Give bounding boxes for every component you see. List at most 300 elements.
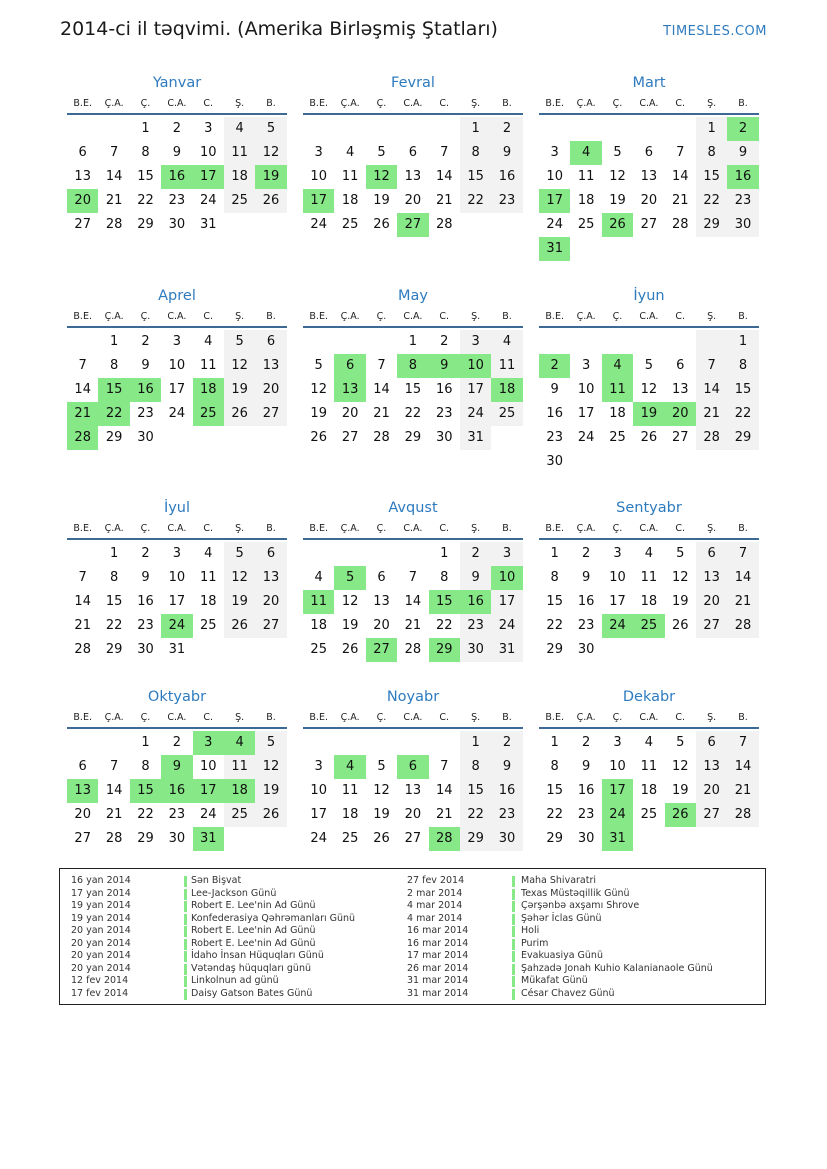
- day-cell: 18: [341, 807, 359, 822]
- day-cell: 9: [581, 759, 591, 774]
- empty-day-cell: [539, 117, 570, 141]
- holiday-day-cell: 4: [602, 354, 633, 378]
- empty-day-cell: [602, 117, 633, 141]
- holiday-marker: [184, 951, 187, 962]
- empty-day-cell: [491, 426, 522, 450]
- month-name: Sentyabr: [616, 500, 682, 516]
- weekday-header: [539, 94, 759, 115]
- day-cell: 22: [460, 803, 491, 827]
- day-grid: [67, 330, 287, 450]
- empty-day-cell: [67, 542, 98, 566]
- holiday-day-cell: 20: [67, 189, 98, 213]
- weekday-label: C.A.: [167, 311, 187, 322]
- day-cell: 6: [255, 330, 286, 354]
- empty-day-cell: [161, 426, 192, 450]
- weekday-label: C.: [203, 98, 214, 109]
- legend-holiday-name: Purim: [521, 937, 549, 949]
- day-cell: 1: [141, 735, 150, 750]
- day-cell: 20: [74, 807, 91, 822]
- day-cell: 13: [255, 566, 286, 590]
- day-cell: 1: [550, 546, 559, 561]
- legend-holiday-name: Holi: [521, 925, 540, 936]
- weekday-label: B.E.: [309, 311, 328, 322]
- empty-day-cell: [224, 638, 255, 662]
- weekday-label: C.A.: [403, 98, 423, 109]
- weekday-label: Ç.A.: [340, 523, 360, 534]
- legend-date: 4 mar 2014: [407, 900, 463, 911]
- day-cell: 21: [435, 193, 453, 208]
- day-cell: 4: [644, 546, 653, 561]
- weekday-label: B.E.: [73, 98, 92, 109]
- weekday-label: B.: [502, 712, 512, 723]
- day-cell: 7: [408, 570, 417, 585]
- day-cell: 7: [78, 570, 87, 585]
- day-cell: 3: [491, 542, 522, 566]
- day-cell: 11: [224, 755, 255, 779]
- day-cell: 31: [491, 638, 522, 662]
- day-cell: 11: [199, 570, 217, 585]
- day-cell: 2: [172, 121, 181, 136]
- empty-day-cell: [633, 330, 664, 354]
- day-cell: 23: [460, 614, 491, 638]
- empty-day-cell: [429, 117, 460, 141]
- day-cell: 7: [78, 358, 87, 373]
- empty-day-cell: [665, 450, 696, 474]
- legend-holiday-name: Linkolnun ad günü: [191, 975, 279, 986]
- holiday-day-cell: 6: [334, 354, 365, 378]
- day-cell: 19: [373, 807, 390, 822]
- day-cell: 25: [640, 807, 658, 822]
- month-calendar: [539, 72, 759, 261]
- holiday-day-cell: 13: [67, 779, 98, 803]
- legend-date: 20 yan 2014: [71, 925, 131, 936]
- brand-logo[interactable]: TIMESLES.COM: [663, 24, 767, 39]
- holiday-day-cell: 13: [334, 378, 365, 402]
- day-cell: 20: [255, 378, 286, 402]
- day-cell: 11: [640, 759, 658, 774]
- day-cell: 20: [696, 590, 727, 614]
- day-cell: 19: [310, 406, 327, 421]
- day-cell: 19: [671, 783, 689, 798]
- holiday-day-cell: 16: [130, 378, 161, 402]
- weekday-header: [303, 708, 523, 729]
- day-cell: 17: [577, 406, 595, 421]
- day-cell: 12: [640, 382, 658, 397]
- legend-date: 2 mar 2014: [407, 887, 463, 899]
- day-cell: 5: [377, 145, 386, 160]
- legend-holiday-name: Daisy Gatson Bates Günü: [191, 987, 313, 999]
- empty-day-cell: [633, 827, 664, 851]
- day-cell: 28: [671, 217, 689, 232]
- day-cell: 27: [696, 614, 727, 638]
- legend-date: 19 yan 2014: [71, 900, 131, 911]
- empty-day-cell: [727, 237, 758, 261]
- month-calendar: [303, 285, 523, 450]
- legend-holiday-name: Lee-Jackson Günü: [191, 887, 277, 899]
- day-cell: 16: [577, 594, 595, 609]
- day-cell: 17: [609, 594, 626, 609]
- empty-day-cell: [255, 213, 286, 237]
- day-cell: 1: [727, 330, 758, 354]
- day-cell: 7: [109, 759, 119, 774]
- empty-day-cell: [397, 731, 428, 755]
- day-cell: 25: [577, 217, 595, 232]
- day-cell: 6: [78, 145, 87, 160]
- holiday-day-cell: 31: [539, 237, 570, 261]
- day-cell: 23: [168, 807, 186, 822]
- weekday-header: [539, 307, 759, 328]
- holiday-legend: [59, 868, 766, 1005]
- day-cell: 3: [613, 735, 622, 750]
- page-title: 2014-ci il təqvimi. (Amerika Birləşmiş Ştatları): [60, 18, 498, 40]
- weekday-label: C.: [675, 311, 686, 322]
- holiday-day-cell: 17: [303, 189, 334, 213]
- day-cell: 19: [671, 594, 689, 609]
- day-cell: 13: [671, 382, 689, 397]
- month-calendar: [67, 72, 287, 237]
- day-cell: 17: [491, 590, 522, 614]
- day-cell: 3: [613, 546, 622, 561]
- day-cell: 30: [577, 831, 595, 846]
- weekday-label: B.: [502, 311, 512, 322]
- day-cell: 8: [109, 570, 119, 585]
- day-cell: 9: [460, 566, 491, 590]
- day-cell: 10: [577, 382, 595, 397]
- empty-day-cell: [255, 638, 286, 662]
- day-cell: 12: [255, 755, 286, 779]
- month-calendar: [303, 497, 523, 662]
- holiday-day-cell: 25: [633, 614, 664, 638]
- weekday-label: Ç.: [376, 712, 387, 723]
- day-cell: 26: [255, 803, 286, 827]
- day-cell: 22: [546, 618, 563, 633]
- day-cell: 9: [550, 382, 559, 397]
- day-cell: 9: [727, 141, 758, 165]
- legend-date: 31 mar 2014: [407, 975, 469, 986]
- weekday-label: Ç.A.: [104, 712, 124, 723]
- day-cell: 8: [109, 358, 119, 373]
- empty-day-cell: [429, 731, 460, 755]
- day-cell: 9: [491, 755, 522, 779]
- day-cell: 20: [341, 406, 359, 421]
- day-cell: 19: [224, 378, 255, 402]
- month-name: May: [398, 288, 428, 304]
- month-calendar: [539, 285, 759, 474]
- weekday-label: B.: [502, 98, 512, 109]
- weekday-label: Ç.A.: [104, 311, 124, 322]
- weekday-label: C.A.: [639, 523, 659, 534]
- day-cell: 12: [671, 570, 689, 585]
- day-cell: 3: [314, 759, 323, 774]
- empty-day-cell: [366, 117, 397, 141]
- day-cell: 21: [696, 402, 727, 426]
- day-cell: 21: [105, 193, 123, 208]
- day-cell: 23: [577, 807, 595, 822]
- empty-day-cell: [570, 330, 601, 354]
- holiday-marker: [184, 939, 187, 950]
- day-cell: 11: [199, 358, 217, 373]
- day-cell: 25: [199, 618, 217, 633]
- day-cell: 14: [105, 783, 123, 798]
- holiday-day-cell: 22: [98, 402, 129, 426]
- holiday-day-cell: 24: [602, 614, 633, 638]
- legend-holiday-name: Texas Müstəqillik Günü: [521, 887, 630, 899]
- empty-day-cell: [696, 330, 727, 354]
- month-calendar: [539, 686, 759, 851]
- holiday-day-cell: 11: [303, 590, 334, 614]
- weekday-label: Ç.A.: [340, 712, 360, 723]
- day-cell: 14: [105, 169, 123, 184]
- day-cell: 5: [314, 358, 323, 373]
- day-cell: 4: [345, 145, 355, 160]
- legend-date: 31 mar 2014: [407, 987, 469, 999]
- day-cell: 23: [577, 618, 595, 633]
- holiday-day-cell: 18: [193, 378, 224, 402]
- weekday-label: B.E.: [309, 98, 328, 109]
- day-cell: 26: [671, 618, 689, 633]
- day-cell: 4: [491, 330, 522, 354]
- day-cell: 7: [440, 759, 449, 774]
- empty-day-cell: [255, 426, 286, 450]
- holiday-day-cell: 19: [633, 402, 664, 426]
- legend-holiday-name: Çərşənbə axşamı Shrove: [521, 900, 640, 911]
- day-cell: 2: [141, 546, 150, 561]
- legend-holiday-name: Şəhər İclas Günü: [521, 912, 602, 924]
- day-cell: 24: [199, 193, 217, 208]
- day-cell: 14: [671, 169, 689, 184]
- day-cell: 25: [609, 430, 626, 445]
- day-cell: 12: [310, 382, 327, 397]
- empty-day-cell: [303, 731, 334, 755]
- day-cell: 8: [550, 570, 559, 585]
- weekday-label: C.: [675, 712, 686, 723]
- holiday-marker: [184, 989, 187, 1000]
- empty-day-cell: [665, 827, 696, 851]
- day-cell: 5: [224, 542, 255, 566]
- holiday-day-cell: 4: [224, 731, 255, 755]
- day-cell: 10: [546, 169, 563, 184]
- holiday-day-cell: 15: [429, 590, 460, 614]
- holiday-day-cell: 28: [67, 426, 98, 450]
- day-cell: 10: [168, 358, 186, 373]
- day-cell: 5: [676, 735, 685, 750]
- day-cell: 26: [373, 831, 390, 846]
- day-cell: 27: [404, 831, 422, 846]
- day-cell: 21: [671, 193, 689, 208]
- day-cell: 15: [137, 169, 154, 184]
- weekday-header: [303, 519, 523, 540]
- day-cell: 25: [224, 803, 255, 827]
- day-grid: [67, 731, 287, 851]
- weekday-label: Ş.: [235, 712, 245, 723]
- day-grid: [539, 117, 759, 261]
- legend-holiday-name: Evakuasiya Günü: [521, 950, 603, 961]
- day-cell: 13: [74, 169, 91, 184]
- day-cell: 18: [640, 783, 658, 798]
- day-cell: 30: [491, 827, 522, 851]
- day-cell: 18: [310, 618, 327, 633]
- day-cell: 3: [460, 330, 491, 354]
- weekday-label: Ç.: [140, 311, 151, 322]
- day-cell: 23: [727, 189, 758, 213]
- day-cell: 26: [310, 430, 327, 445]
- holiday-day-cell: 29: [429, 638, 460, 662]
- day-cell: 30: [577, 642, 595, 657]
- holiday-day-cell: 2: [727, 117, 758, 141]
- day-cell: 7: [727, 542, 758, 566]
- weekday-label: Ç.: [376, 98, 387, 109]
- legend-date: 17 fev 2014: [71, 987, 129, 999]
- day-cell: 11: [341, 169, 359, 184]
- day-cell: 7: [440, 145, 449, 160]
- legend-holiday-name: Sən Bişvat: [191, 875, 242, 886]
- day-cell: 17: [310, 807, 327, 822]
- legend-date: 16 yan 2014: [71, 875, 131, 886]
- empty-day-cell: [727, 450, 758, 474]
- day-cell: 24: [577, 430, 595, 445]
- day-cell: 7: [696, 354, 727, 378]
- day-cell: 13: [255, 354, 286, 378]
- day-cell: 2: [581, 546, 591, 561]
- day-cell: 20: [640, 193, 658, 208]
- empty-day-cell: [334, 731, 365, 755]
- day-cell: 18: [199, 594, 217, 609]
- legend-holiday-name: Robert E. Lee'nin Ad Günü: [191, 925, 316, 936]
- month-calendar: [67, 497, 287, 662]
- weekday-label: C.A.: [639, 98, 659, 109]
- day-cell: 13: [404, 169, 422, 184]
- day-cell: 1: [141, 121, 150, 136]
- weekday-label: B.: [738, 98, 748, 109]
- legend-holiday-name: Şahzadə Jonah Kuhio Kalanianaole Günü: [521, 962, 713, 974]
- holiday-day-cell: 8: [397, 354, 428, 378]
- day-cell: 4: [224, 117, 255, 141]
- day-cell: 12: [224, 354, 255, 378]
- weekday-label: B.: [738, 712, 748, 723]
- empty-day-cell: [224, 426, 255, 450]
- day-cell: 17: [168, 382, 186, 397]
- day-cell: 21: [727, 590, 758, 614]
- day-cell: 8: [141, 145, 150, 160]
- day-cell: 29: [696, 213, 727, 237]
- weekday-label: C.A.: [403, 311, 423, 322]
- holiday-day-cell: 15: [98, 378, 129, 402]
- holiday-day-cell: 16: [161, 779, 192, 803]
- day-cell: 10: [199, 145, 217, 160]
- day-cell: 2: [460, 542, 491, 566]
- day-cell: 8: [550, 759, 559, 774]
- day-cell: 28: [74, 642, 91, 657]
- empty-day-cell: [193, 426, 224, 450]
- day-grid: [539, 542, 759, 662]
- day-cell: 7: [727, 731, 758, 755]
- day-cell: 16: [491, 779, 522, 803]
- weekday-label: Ç.: [376, 311, 387, 322]
- day-cell: 3: [204, 121, 213, 136]
- day-cell: 1: [460, 731, 491, 755]
- day-cell: 10: [310, 169, 327, 184]
- weekday-label: C.: [439, 311, 450, 322]
- day-cell: 28: [727, 803, 758, 827]
- empty-day-cell: [491, 213, 522, 237]
- holiday-day-cell: 24: [161, 614, 192, 638]
- month-calendar: [303, 72, 523, 237]
- empty-day-cell: [334, 542, 365, 566]
- day-cell: 20: [404, 193, 422, 208]
- weekday-label: B.: [738, 523, 748, 534]
- day-cell: 2: [491, 117, 522, 141]
- empty-day-cell: [696, 237, 727, 261]
- empty-day-cell: [633, 117, 664, 141]
- weekday-label: B.E.: [73, 712, 92, 723]
- weekday-header: [67, 307, 287, 328]
- empty-day-cell: [366, 330, 397, 354]
- weekday-header: [67, 94, 287, 115]
- day-cell: 19: [224, 590, 255, 614]
- day-cell: 18: [640, 594, 658, 609]
- month-name: İyun: [633, 288, 665, 304]
- month-name: Aprel: [158, 288, 196, 304]
- holiday-day-cell: 16: [460, 590, 491, 614]
- day-cell: 10: [609, 570, 626, 585]
- legend-date: 20 yan 2014: [71, 962, 131, 974]
- day-cell: 30: [137, 430, 154, 445]
- month-name: Mart: [632, 75, 666, 91]
- day-cell: 29: [546, 642, 563, 657]
- day-cell: 22: [404, 406, 422, 421]
- day-cell: 13: [640, 169, 658, 184]
- day-cell: 23: [546, 430, 563, 445]
- holiday-marker: [184, 964, 187, 975]
- day-grid: [303, 542, 523, 662]
- day-cell: 23: [137, 406, 154, 421]
- empty-day-cell: [633, 237, 664, 261]
- legend-date: 20 yan 2014: [71, 950, 131, 961]
- legend-date: 4 mar 2014: [407, 912, 463, 924]
- day-cell: 27: [74, 831, 91, 846]
- day-cell: 24: [460, 402, 491, 426]
- holiday-day-cell: 28: [429, 827, 460, 851]
- day-cell: 29: [105, 642, 123, 657]
- empty-day-cell: [98, 117, 129, 141]
- day-cell: 21: [727, 779, 758, 803]
- holiday-day-cell: 19: [255, 165, 286, 189]
- weekday-label: Ç.A.: [104, 523, 124, 534]
- day-cell: 11: [491, 354, 522, 378]
- weekday-label: Ş.: [707, 98, 717, 109]
- empty-day-cell: [727, 638, 758, 662]
- day-cell: 30: [460, 638, 491, 662]
- day-cell: 23: [137, 618, 154, 633]
- day-cell: 22: [137, 193, 154, 208]
- day-cell: 3: [314, 145, 323, 160]
- weekday-label: Ç.: [612, 98, 623, 109]
- day-cell: 12: [671, 759, 689, 774]
- weekday-label: B.: [266, 311, 276, 322]
- day-cell: 14: [696, 378, 727, 402]
- day-cell: 26: [255, 189, 286, 213]
- weekday-label: B.: [266, 98, 276, 109]
- legend-date: 19 yan 2014: [71, 912, 131, 924]
- weekday-label: Ç.: [376, 523, 387, 534]
- weekday-label: Ç.: [612, 523, 623, 534]
- weekday-label: Ç.A.: [576, 712, 596, 723]
- holiday-day-cell: 5: [334, 566, 365, 590]
- holiday-day-cell: 27: [366, 638, 397, 662]
- day-cell: 27: [255, 402, 286, 426]
- legend-holiday-name: Robert E. Lee'nin Ad Günü: [191, 937, 316, 949]
- legend-date: 26 mar 2014: [407, 962, 469, 974]
